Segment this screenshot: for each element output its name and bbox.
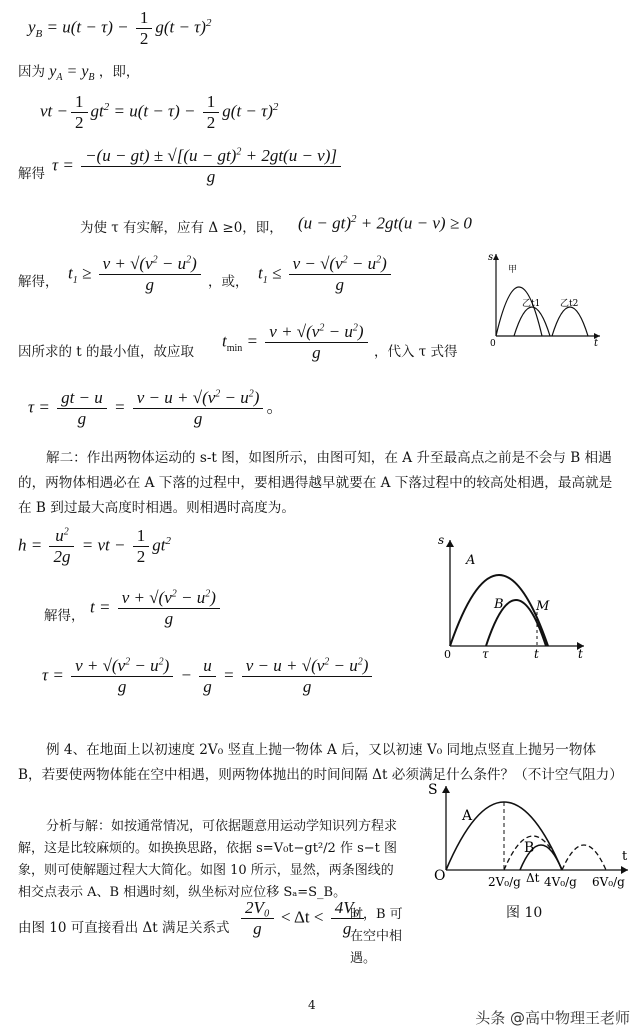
eq-yb: $y_B = u(t - \tau)$ − $\frac{1}{2}$ $g(t - \tau)^2$: [28, 8, 212, 48]
fig2-A: A: [466, 553, 476, 568]
tmin-text-b: ，代入 τ 式得: [374, 344, 458, 360]
h-formula: h = $\frac{u^2}{2g}$ = vt − $\frac{1}{2}$ $gt^2$: [18, 526, 171, 566]
fig1-s: s: [488, 252, 494, 263]
conclusion-b: 时，B 可在空中相遇。: [350, 907, 403, 966]
because-line: 因为 $y_A = y_B$ ，即，: [18, 63, 140, 84]
fig2-tau: τ: [482, 647, 489, 661]
fig2-o: 0: [444, 648, 451, 661]
analysis-paragraph: 分析与解：如按通常情况，可依据题意用运动学知识列方程求解，这是比较麻烦的。如换换思路，依据 s=V₀t−gt²/2 作 s−t 图象，则可使解题过程大大简化。如图 10 所示，显然，两条图线的相交点表示 A、B 相遇时刻，纵坐标对应位移 Sₐ=S_B。: [18, 819, 398, 900]
fig1-o: 0: [490, 339, 496, 349]
fig2-s: s: [438, 533, 445, 547]
tau-final: τ = $\frac{gt - u}{g}$ = $\frac{v - u + √(v^2 - u^2)}{g}$ 。: [28, 388, 284, 428]
watermark: 头条 @高中物理王老师: [475, 1009, 630, 1027]
fig2-M: M: [536, 599, 550, 614]
inequality: $\frac{\text{2V₀}}{g}$ < Δt < $\frac{\text{4V₀}}{g}$: [238, 898, 367, 939]
fig2-B: B: [494, 597, 504, 612]
real-condition: 为使 τ 有实解，应有 Δ ≥0，即，: [80, 220, 283, 236]
fig10-x1: 2V₀/g: [488, 875, 521, 889]
fig10-dt: Δt: [526, 871, 540, 885]
example4-paragraph: 例 4、在地面上以初速度 2V₀ 竖直上抛一物体 A 后，又以初速 V₀ 同地点竖直上抛另一物体 B，若要使两物体能在空中相遇，则两物体抛出的时间间隔 Δt 必须满足什么条件？（不计空气阻力）: [18, 742, 623, 783]
fig10-x2: 4V₀/g: [544, 875, 577, 889]
t2-formula: t = $\frac{v + √(v^2 - u^2)}{g}$: [90, 588, 223, 629]
solve-t-label: 解得，: [18, 274, 59, 290]
fig2-tt: t: [534, 647, 539, 661]
conclusion-a: 由图 10 可直接看出 Δt 满足关系式: [18, 920, 230, 936]
fig10-x3: 6V₀/g: [592, 875, 625, 889]
page-number: 4: [308, 998, 316, 1012]
fig10-t: t: [622, 849, 628, 864]
solve-tau-label: 解得: [18, 166, 45, 182]
t1-cond-b: $t_1$ ≤ $\frac{v - √(v^2 - u^2)}{g}$: [258, 254, 394, 295]
tmin-formula: $t_{min}$ = $\frac{v + √(v^2 - u^2)}{g}$: [222, 322, 371, 363]
ineq-mid: < Δt <: [281, 907, 324, 927]
method2-paragraph: 解二：作出两物体运动的 s-t 图，如图所示，由图可知，在 A 升至最高点之前是不会与 B 相遇的，两物体相遇必在 A 下落的过程中，要相遇得越早就要在 A 下落过程中的较高处相遇，最高就是在 B 到过最大高度时相遇。则相遇时高度为。: [18, 450, 613, 516]
fig-10: [412, 782, 636, 892]
eq-tau: τ = $\frac{-(u - gt) \pm √[(u - gt)^2 + 2gt(u - v)]}{g}$: [52, 146, 344, 187]
fig10-O: O: [434, 868, 446, 884]
fig1-yi1: 乙t1: [522, 299, 541, 309]
t1-cond-a: $t_1$ ≥ $\frac{v + √(v^2 - u^2)}{g}$: [68, 254, 204, 295]
fig1-jia: 甲: [508, 265, 518, 275]
fig10-A: A: [462, 808, 473, 824]
real-condition-formula: (u − gt)$^2$ + 2gt(u − v) ≥ 0: [298, 213, 472, 233]
tau2-formula: τ = $\frac{v + √(v^2 - u^2)}{g}$ − $\frac{u}{g}$ = $\frac{v - u + √(v^2 - u^2)}{g}$: [42, 656, 375, 697]
or-text: ，或，: [208, 274, 249, 290]
ineq-right-num: 4V₀: [331, 898, 364, 919]
fig-jia-yi: [488, 248, 608, 348]
fig10-caption: 图 10: [506, 905, 543, 921]
fig1-t: t: [594, 338, 599, 349]
tmin-text-a: 因所求的 t 的最小值，故应取: [18, 344, 195, 360]
solve-t2-label: 解得，: [44, 608, 85, 624]
fig2-t: t: [578, 647, 583, 661]
fig-abm: [436, 534, 596, 664]
eq-1: vt − $\frac{1}{2}$ $gt^2 = u(t - \tau)$ − $\frac{1}{2}$ $g(t - \tau)^2$: [40, 92, 279, 132]
ineq-left-num: 2V₀: [241, 898, 274, 919]
fig1-yi2: 乙t2: [560, 299, 579, 309]
fig10-S: S: [428, 782, 438, 798]
fig10-B: B: [524, 840, 535, 856]
